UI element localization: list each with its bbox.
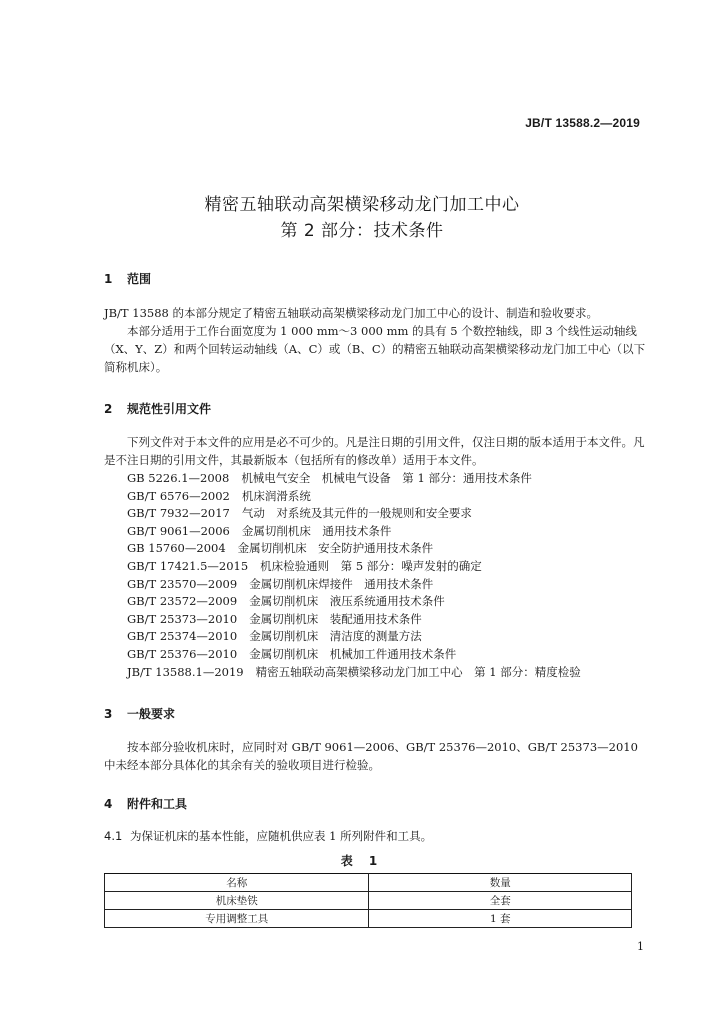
section-1-number: 1 <box>104 272 113 286</box>
table-header-quantity: 数量 <box>369 874 632 892</box>
reference-title: 金属切削机床 清洁度的测量方法 <box>249 629 422 644</box>
reference-title: 机床检验通则 第 5 部分：噪声发射的确定 <box>260 558 482 573</box>
reference-code: GB/T 25374—2010 <box>127 629 238 644</box>
table-cell: 机床垫铁 <box>105 892 369 910</box>
reference-title: 金属切削机床 机械加工件通用技术条件 <box>249 646 457 661</box>
section-4-number: 4 <box>104 797 113 811</box>
reference-code: GB/T 9061—2006 <box>127 523 230 538</box>
document-title-line2: 第 2 部分：技术条件 <box>280 221 444 241</box>
reference-item <box>127 523 657 541</box>
section-2-number: 2 <box>104 402 113 416</box>
clause-4-1-number: 4.1 <box>104 829 123 843</box>
reference-code: GB/T 23570—2009 <box>127 576 238 591</box>
section-1-heading <box>104 270 151 287</box>
table-1-caption: 表 1 <box>340 854 384 868</box>
reference-title: 金属切削机床 装配通用技术条件 <box>249 611 422 626</box>
table-cell: 全套 <box>369 892 632 910</box>
reference-item <box>127 576 657 594</box>
clause-4-1-text: 为保证机床的基本性能，应随机供应表 1 所列附件和工具。 <box>130 829 433 843</box>
reference-code: GB 5226.1—2008 <box>127 471 230 485</box>
reference-title: 气动 对系统及其元件的一般规则和安全要求 <box>241 506 472 521</box>
reference-code: GB 15760—2004 <box>127 541 226 556</box>
reference-title: 机床润滑系统 <box>241 488 311 503</box>
reference-code: JB/T 13588.1—2019 <box>127 664 244 679</box>
reference-item <box>127 488 657 506</box>
reference-item <box>127 611 657 629</box>
reference-title: 金属切削机床焊接件 通用技术条件 <box>249 576 434 591</box>
table-row <box>105 910 632 928</box>
standard-code: JB/T 13588.2—2019 <box>525 116 640 130</box>
section-3-number: 3 <box>104 707 113 721</box>
reference-code: GB/T 7932—2017 <box>127 506 230 521</box>
section-2-intro: 下列文件对于本文件的应用是必不可少的。凡是注日期的引用文件，仅注日期的版本适用于本文件。凡是不注日期的引用文件，其最新版本（包括所有的修改单）适用于本文件。 <box>104 435 645 467</box>
section-1-paragraph-1: JB/T 13588 的本部分规定了精密五轴联动高架横梁移动龙门加工中心的设计、制造和验收要求。 <box>104 306 598 320</box>
reference-item <box>127 593 657 611</box>
reference-title: 金属切削机床 液压系统通用技术条件 <box>249 594 445 609</box>
table-cell: 专用调整工具 <box>105 910 369 928</box>
table-cell: 1 套 <box>369 910 632 928</box>
section-2-heading <box>104 400 211 417</box>
reference-title: 金属切削机床 安全防护通用技术条件 <box>237 541 434 556</box>
document-title-line1: 精密五轴联动高架横梁移动龙门加工中心 <box>204 195 520 215</box>
reference-item <box>127 558 657 576</box>
reference-item <box>127 505 657 523</box>
table-1 <box>104 873 632 928</box>
reference-code: GB/T 6576—2002 <box>127 488 230 503</box>
reference-code: GB/T 17421.5—2015 <box>127 558 249 573</box>
section-4-title: 附件和工具 <box>127 797 188 811</box>
reference-item <box>127 470 657 488</box>
reference-item <box>127 646 657 664</box>
reference-title: 机械电气安全 机械电气设备 第 1 部分：通用技术条件 <box>241 471 532 485</box>
section-4-heading <box>104 795 187 812</box>
section-2-title: 规范性引用文件 <box>127 402 212 416</box>
clause-4-1 <box>104 828 432 844</box>
section-3-heading <box>104 705 175 722</box>
reference-code: GB/T 25373—2010 <box>127 611 238 626</box>
section-3-title: 一般要求 <box>127 707 176 721</box>
reference-item <box>127 540 657 558</box>
table-header-name: 名称 <box>105 874 369 892</box>
section-3-paragraph: 按本部分验收机床时，应同时对 GB/T 9061—2006、GB/T 25376—2010、GB/T 25373—2010 中未经本部分具体化的其余有关的验收项目进行检验。 <box>104 740 638 772</box>
page-number: 1 <box>637 940 644 953</box>
reference-item <box>127 628 657 646</box>
reference-item <box>127 664 657 682</box>
reference-title: 精密五轴联动高架横梁移动龙门加工中心 第 1 部分：精度检验 <box>255 664 581 679</box>
table-header-row <box>105 874 632 892</box>
reference-code: GB/T 23572—2009 <box>127 594 238 609</box>
normative-references-list <box>127 470 657 681</box>
table-row <box>105 892 632 910</box>
reference-title: 金属切削机床 通用技术条件 <box>241 523 392 538</box>
section-1-paragraph-2: 本部分适用于工作台面宽度为 1 000 mm～3 000 mm 的具有 5 个数控轴线，即 3 个线性运动轴线（X、Y、Z）和两个回转运动轴线（A、C）或（B、C）的精密五轴联动高架横梁移动龙门加工中心（以下简称机床）。 <box>104 324 646 374</box>
reference-code: GB/T 25376—2010 <box>127 646 238 661</box>
section-1-title: 范围 <box>127 272 152 286</box>
